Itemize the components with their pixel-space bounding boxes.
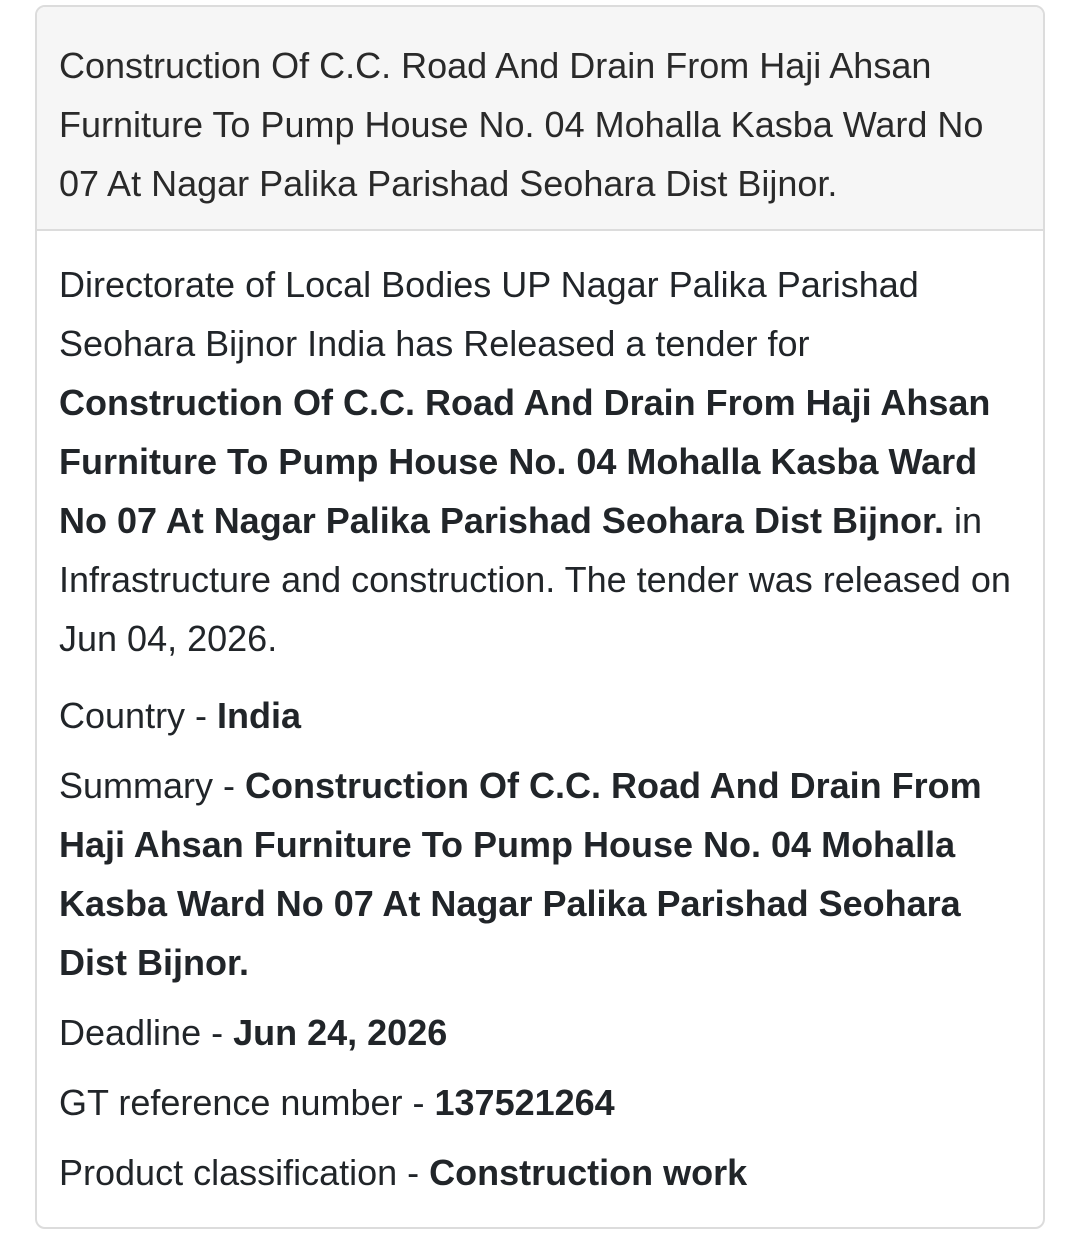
summary-field [59,756,1021,992]
deadline-value: Jun 24, 2026 [233,1012,448,1053]
product-classification-value: Construction work [429,1152,748,1193]
tender-card [35,5,1045,1229]
tender-subject: Construction Of C.C. Road And Drain From Haji Ahsan Furniture To Pump House No. 04 Mohalla Kasba Ward No 07 At Nagar Palika Parishad Seohara Dist Bijnor. [59,382,991,541]
tender-details [37,231,1043,1202]
deadline-field [59,1003,1021,1062]
country-label: Country - [59,695,218,736]
gt-reference-field [59,1073,1021,1132]
deadline-label: Deadline - [59,1012,234,1053]
gt-reference-label: GT reference number - [59,1082,435,1123]
tender-description [59,255,1021,668]
summary-label: Summary - [59,765,246,806]
product-classification-label: Product classification - [59,1152,430,1193]
country-field [59,686,1021,745]
country-value: India [217,695,302,736]
gt-reference-value: 137521264 [434,1082,615,1123]
released-text: has Released a tender for [385,323,810,364]
tender-title: Construction Of C.C. Road And Drain From Haji Ahsan Furniture To Pump House No. 04 Mohalla Kasba Ward No 07 At Nagar Palika Parishad Seohara Dist Bijnor. [37,7,1043,231]
release-date: Jun 04, 2026 [59,618,268,659]
description-end: . [267,618,278,659]
organization-name: Directorate of Local Bodies UP Nagar Palika Parishad Seohara Bijnor India [59,264,919,364]
sector-text: in Infrastructure and construction. The tender was released on [59,500,1011,600]
summary-value: Construction Of C.C. Road And Drain From Haji Ahsan Furniture To Pump House No. 04 Mohalla Kasba Ward No 07 At Nagar Palika Parishad Seohara Dist Bijnor. [59,765,982,983]
product-classification-field [59,1143,1021,1202]
